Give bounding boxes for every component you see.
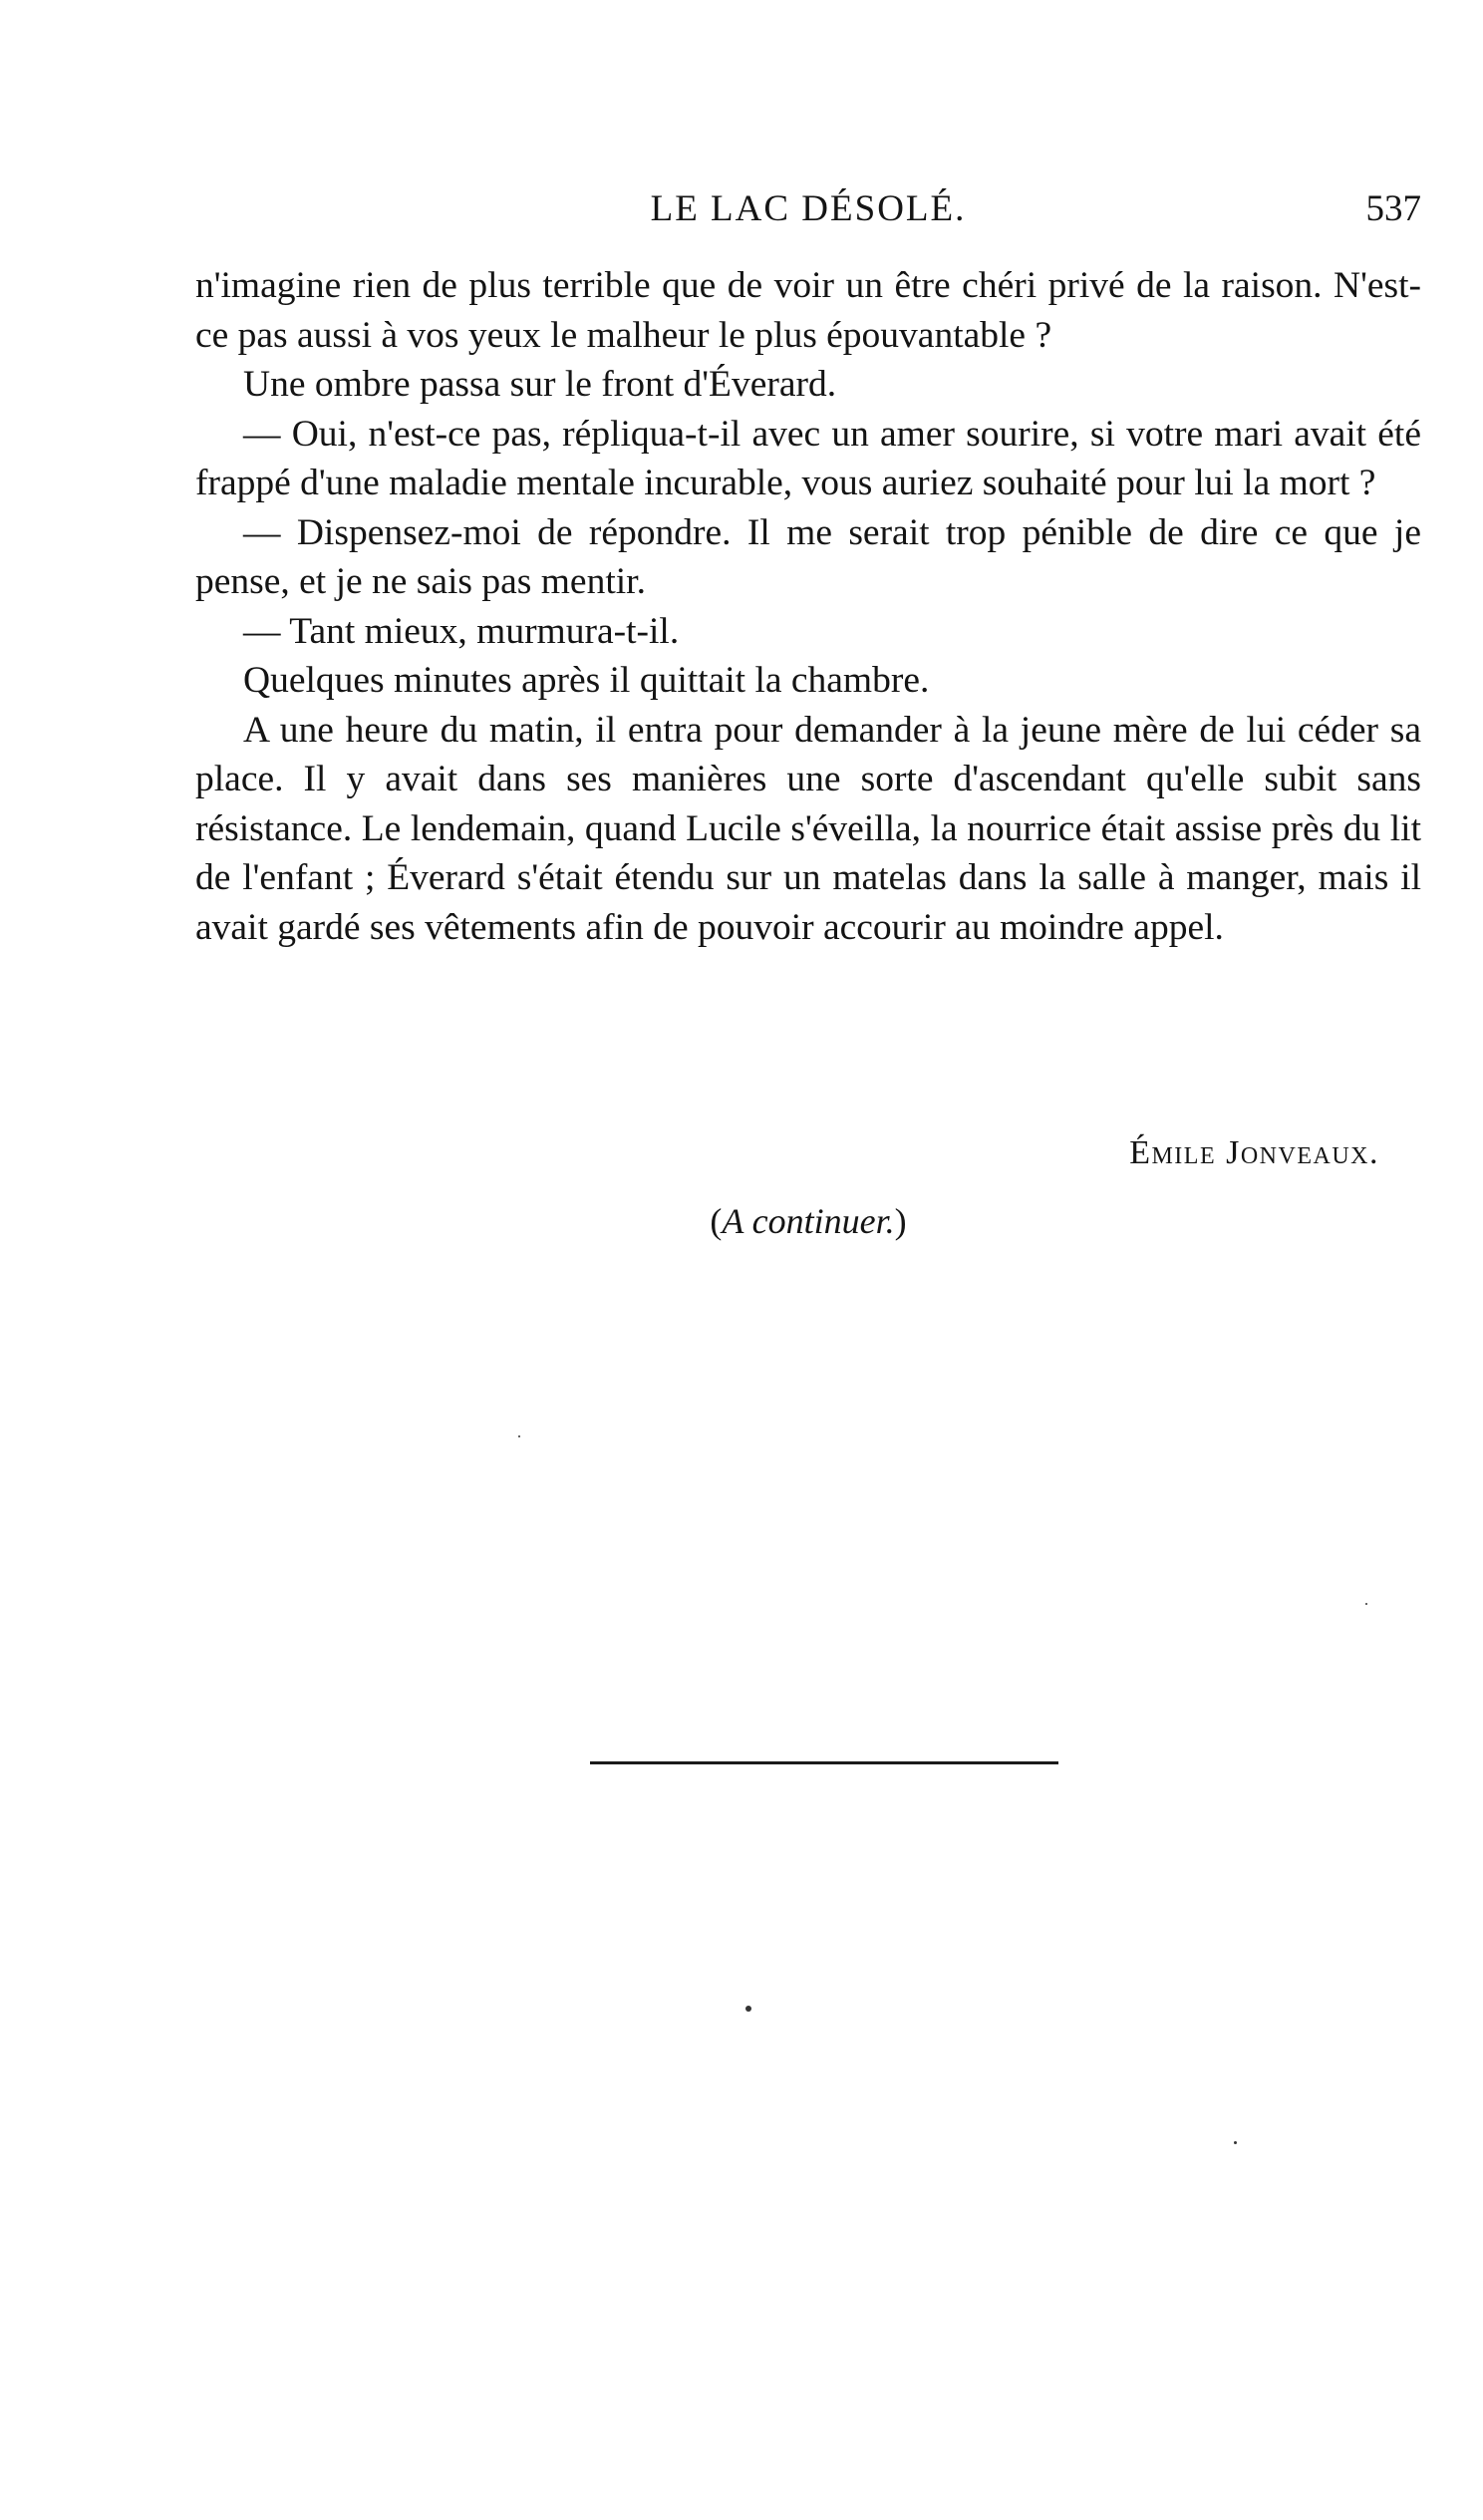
paragraph-4: — Dispensez-moi de répondre. Il me serait trop pénible de dire ce que je pense, et je ne sais pas mentir. — [195, 511, 1421, 602]
running-head — [195, 184, 1421, 234]
page-number: 537 — [1365, 188, 1421, 229]
paragraph-5: — Tant mieux, murmura-t-il. — [243, 610, 680, 652]
ink-speck — [745, 2006, 751, 2012]
paragraph-6: Quelques minutes après il quittait la chambre. — [243, 660, 930, 701]
continuation-text: A continuer. — [722, 1201, 895, 1241]
ink-speck — [1234, 2141, 1237, 2144]
body-text — [195, 261, 1421, 952]
continuation-note — [195, 1196, 1421, 1246]
ink-speck — [518, 1435, 520, 1437]
paragraph-3: — Oui, n'est-ce pas, répliqua-t-il avec un amer sourire, si votre mari avait été frappé d'une maladie mentale incurable, vous auriez souhaité pour lui la mort ? — [195, 413, 1421, 503]
running-title: LE LAC DÉSOLÉ. — [650, 188, 967, 229]
continuation-open-paren: ( — [710, 1201, 723, 1241]
continuation-close-paren: ) — [894, 1201, 907, 1241]
paragraph-1: n'imagine rien de plus terrible que de voir un être chéri privé de la raison. N'est-ce pas aussi à vos yeux le malheur le plus épouvantable ? — [195, 265, 1421, 356]
ink-speck — [1365, 1603, 1367, 1605]
section-rule — [590, 1761, 1058, 1764]
paragraph-7: A une heure du matin, il entra pour demander à la jeune mère de lui céder sa place. Il y avait dans ses manières une sorte d'ascendant qu'elle subit sans résistance. Le lendemain, quand Lucile s'éveilla, la nourrice était assise près du lit de l'enfant ; Éverard s'était étendu sur un matelas dans la salle à manger, mais il avait gardé ses vêtements afin de pouvoir accourir au moindre appel. — [195, 709, 1421, 948]
author-signature: Émile Jonveaux. — [1129, 1134, 1379, 1171]
paragraph-2: Une ombre passa sur le front d'Éverard. — [243, 364, 837, 405]
